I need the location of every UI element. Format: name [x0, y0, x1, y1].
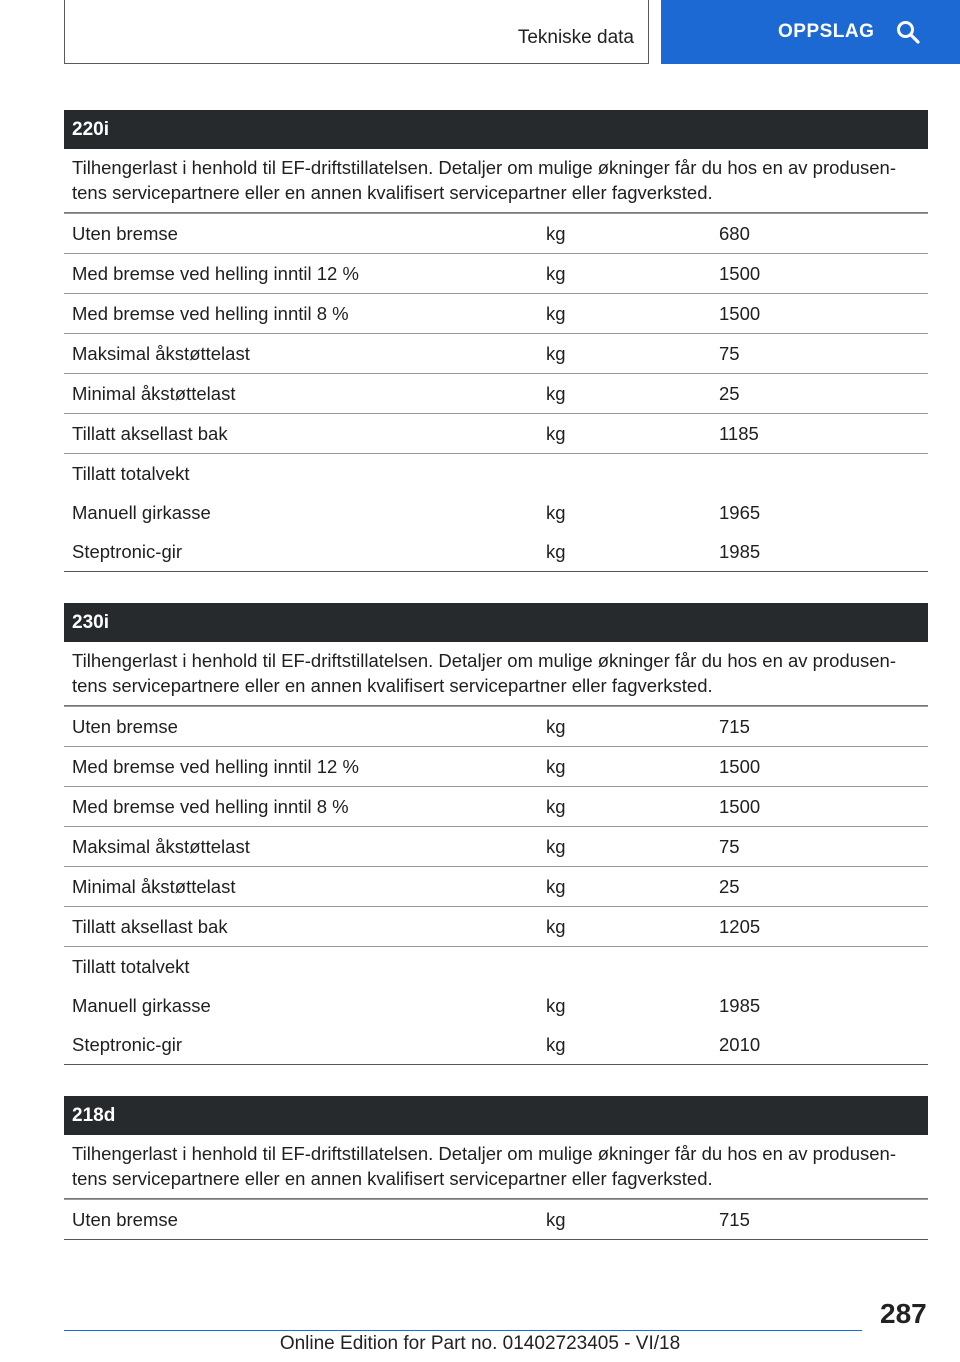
row-unit: kg [546, 916, 566, 937]
table-row [64, 493, 928, 532]
row-value: 680 [719, 223, 750, 244]
row-value: 2010 [719, 1034, 761, 1055]
table-row [64, 946, 928, 986]
lookup-tab[interactable] [661, 0, 960, 64]
table-row [64, 1199, 928, 1239]
row-label: Med bremse ved helling inntil 8 % [72, 303, 349, 324]
row-unit [546, 454, 719, 493]
page-number: 287 [880, 1298, 927, 1329]
row-unit: kg [546, 876, 566, 897]
table-220i [64, 110, 928, 572]
trailer-load-tables [64, 110, 928, 1271]
row-label: Maksimal åkstøttelast [72, 343, 250, 364]
row-value: 1205 [719, 916, 761, 937]
table-row [64, 333, 928, 373]
row-value: 75 [719, 343, 740, 364]
row-label: Uten bremse [72, 1209, 178, 1230]
row-unit: kg [546, 1034, 566, 1055]
row-unit: kg [546, 223, 566, 244]
row-label: Tillatt aksellast bak [72, 423, 228, 444]
row-value: 1500 [719, 263, 761, 284]
search-icon [896, 20, 920, 44]
table-row [64, 826, 928, 866]
footer-divider [64, 1330, 862, 1331]
lookup-label: OPPSLAG [778, 21, 875, 42]
table-row [64, 986, 928, 1025]
table-title: 218d [64, 1096, 928, 1135]
row-label: Tillatt aksellast bak [72, 916, 228, 937]
row-unit: kg [546, 343, 566, 364]
row-unit: kg [546, 541, 566, 562]
row-value: 715 [719, 1209, 750, 1230]
row-unit: kg [546, 263, 566, 284]
row-value: 1985 [719, 541, 761, 562]
table-row [64, 213, 928, 253]
row-unit: kg [546, 716, 566, 737]
table-row [64, 706, 928, 746]
row-label: Maksimal åkstøttelast [72, 836, 250, 857]
row-value: 1500 [719, 796, 761, 817]
table-row [64, 532, 928, 571]
row-value: 1985 [719, 995, 761, 1016]
row-label: Tillatt totalvekt [72, 956, 190, 977]
row-label: Med bremse ved helling inntil 12 % [72, 756, 359, 777]
row-unit: kg [546, 756, 566, 777]
row-unit [546, 947, 719, 986]
table-title: 220i [64, 110, 928, 149]
table-row [64, 906, 928, 946]
row-unit: kg [546, 423, 566, 444]
row-value: 25 [719, 383, 740, 404]
row-unit: kg [546, 1209, 566, 1230]
table-row [64, 413, 928, 453]
row-value: 1965 [719, 502, 761, 523]
row-value: 1185 [719, 423, 759, 444]
page-header [0, 0, 960, 66]
table-row [64, 786, 928, 826]
row-value: 715 [719, 716, 750, 737]
section-tab[interactable] [64, 0, 649, 64]
row-unit: kg [546, 383, 566, 404]
row-unit: kg [546, 836, 566, 857]
row-label: Uten bremse [72, 716, 178, 737]
row-label: Steptronic-gir [72, 541, 183, 562]
row-label: Steptronic-gir [72, 1034, 183, 1055]
row-value: 1500 [719, 756, 761, 777]
row-value [719, 947, 928, 986]
table-description: Tilhengerlast i henhold til EF-driftstillatelsen. Detaljer om mulige økninger får du hos en av produsen-tens servicepartnere eller en annen kvalifisert servicepartner eller fagverksted. [64, 642, 928, 706]
section-title: Tekniske data [517, 26, 634, 48]
table-row [64, 746, 928, 786]
row-value: 25 [719, 876, 740, 897]
table-description: Tilhengerlast i henhold til EF-driftstillatelsen. Detaljer om mulige økninger får du hos en av produsen-tens servicepartnere eller en annen kvalifisert servicepartner eller fagverksted. [64, 149, 928, 213]
row-label: Minimal åkstøttelast [72, 383, 236, 404]
row-label: Manuell girkasse [72, 502, 211, 523]
edition-note: Online Edition for Part no. 01402723405 - VI/18 [279, 1333, 681, 1354]
row-label: Manuell girkasse [72, 995, 211, 1016]
table-218d [64, 1096, 928, 1240]
row-label: Minimal åkstøttelast [72, 876, 236, 897]
table-row [64, 866, 928, 906]
row-label: Tillatt totalvekt [72, 463, 190, 484]
row-value: 1500 [719, 303, 761, 324]
row-label: Uten bremse [72, 223, 178, 244]
table-row [64, 253, 928, 293]
table-description: Tilhengerlast i henhold til EF-driftstillatelsen. Detaljer om mulige økninger får du hos en av produsen-tens servicepartnere eller en annen kvalifisert servicepartner eller fagverksted. [64, 1135, 928, 1199]
row-unit: kg [546, 502, 566, 523]
table-row [64, 453, 928, 493]
row-label: Med bremse ved helling inntil 12 % [72, 263, 359, 284]
row-unit: kg [546, 303, 566, 324]
table-row [64, 373, 928, 413]
row-unit: kg [546, 796, 566, 817]
row-value: 75 [719, 836, 740, 857]
table-row [64, 293, 928, 333]
table-title: 230i [64, 603, 928, 642]
row-value [719, 454, 928, 493]
row-unit: kg [546, 995, 566, 1016]
table-230i [64, 603, 928, 1065]
table-row [64, 1025, 928, 1064]
row-label: Med bremse ved helling inntil 8 % [72, 796, 349, 817]
